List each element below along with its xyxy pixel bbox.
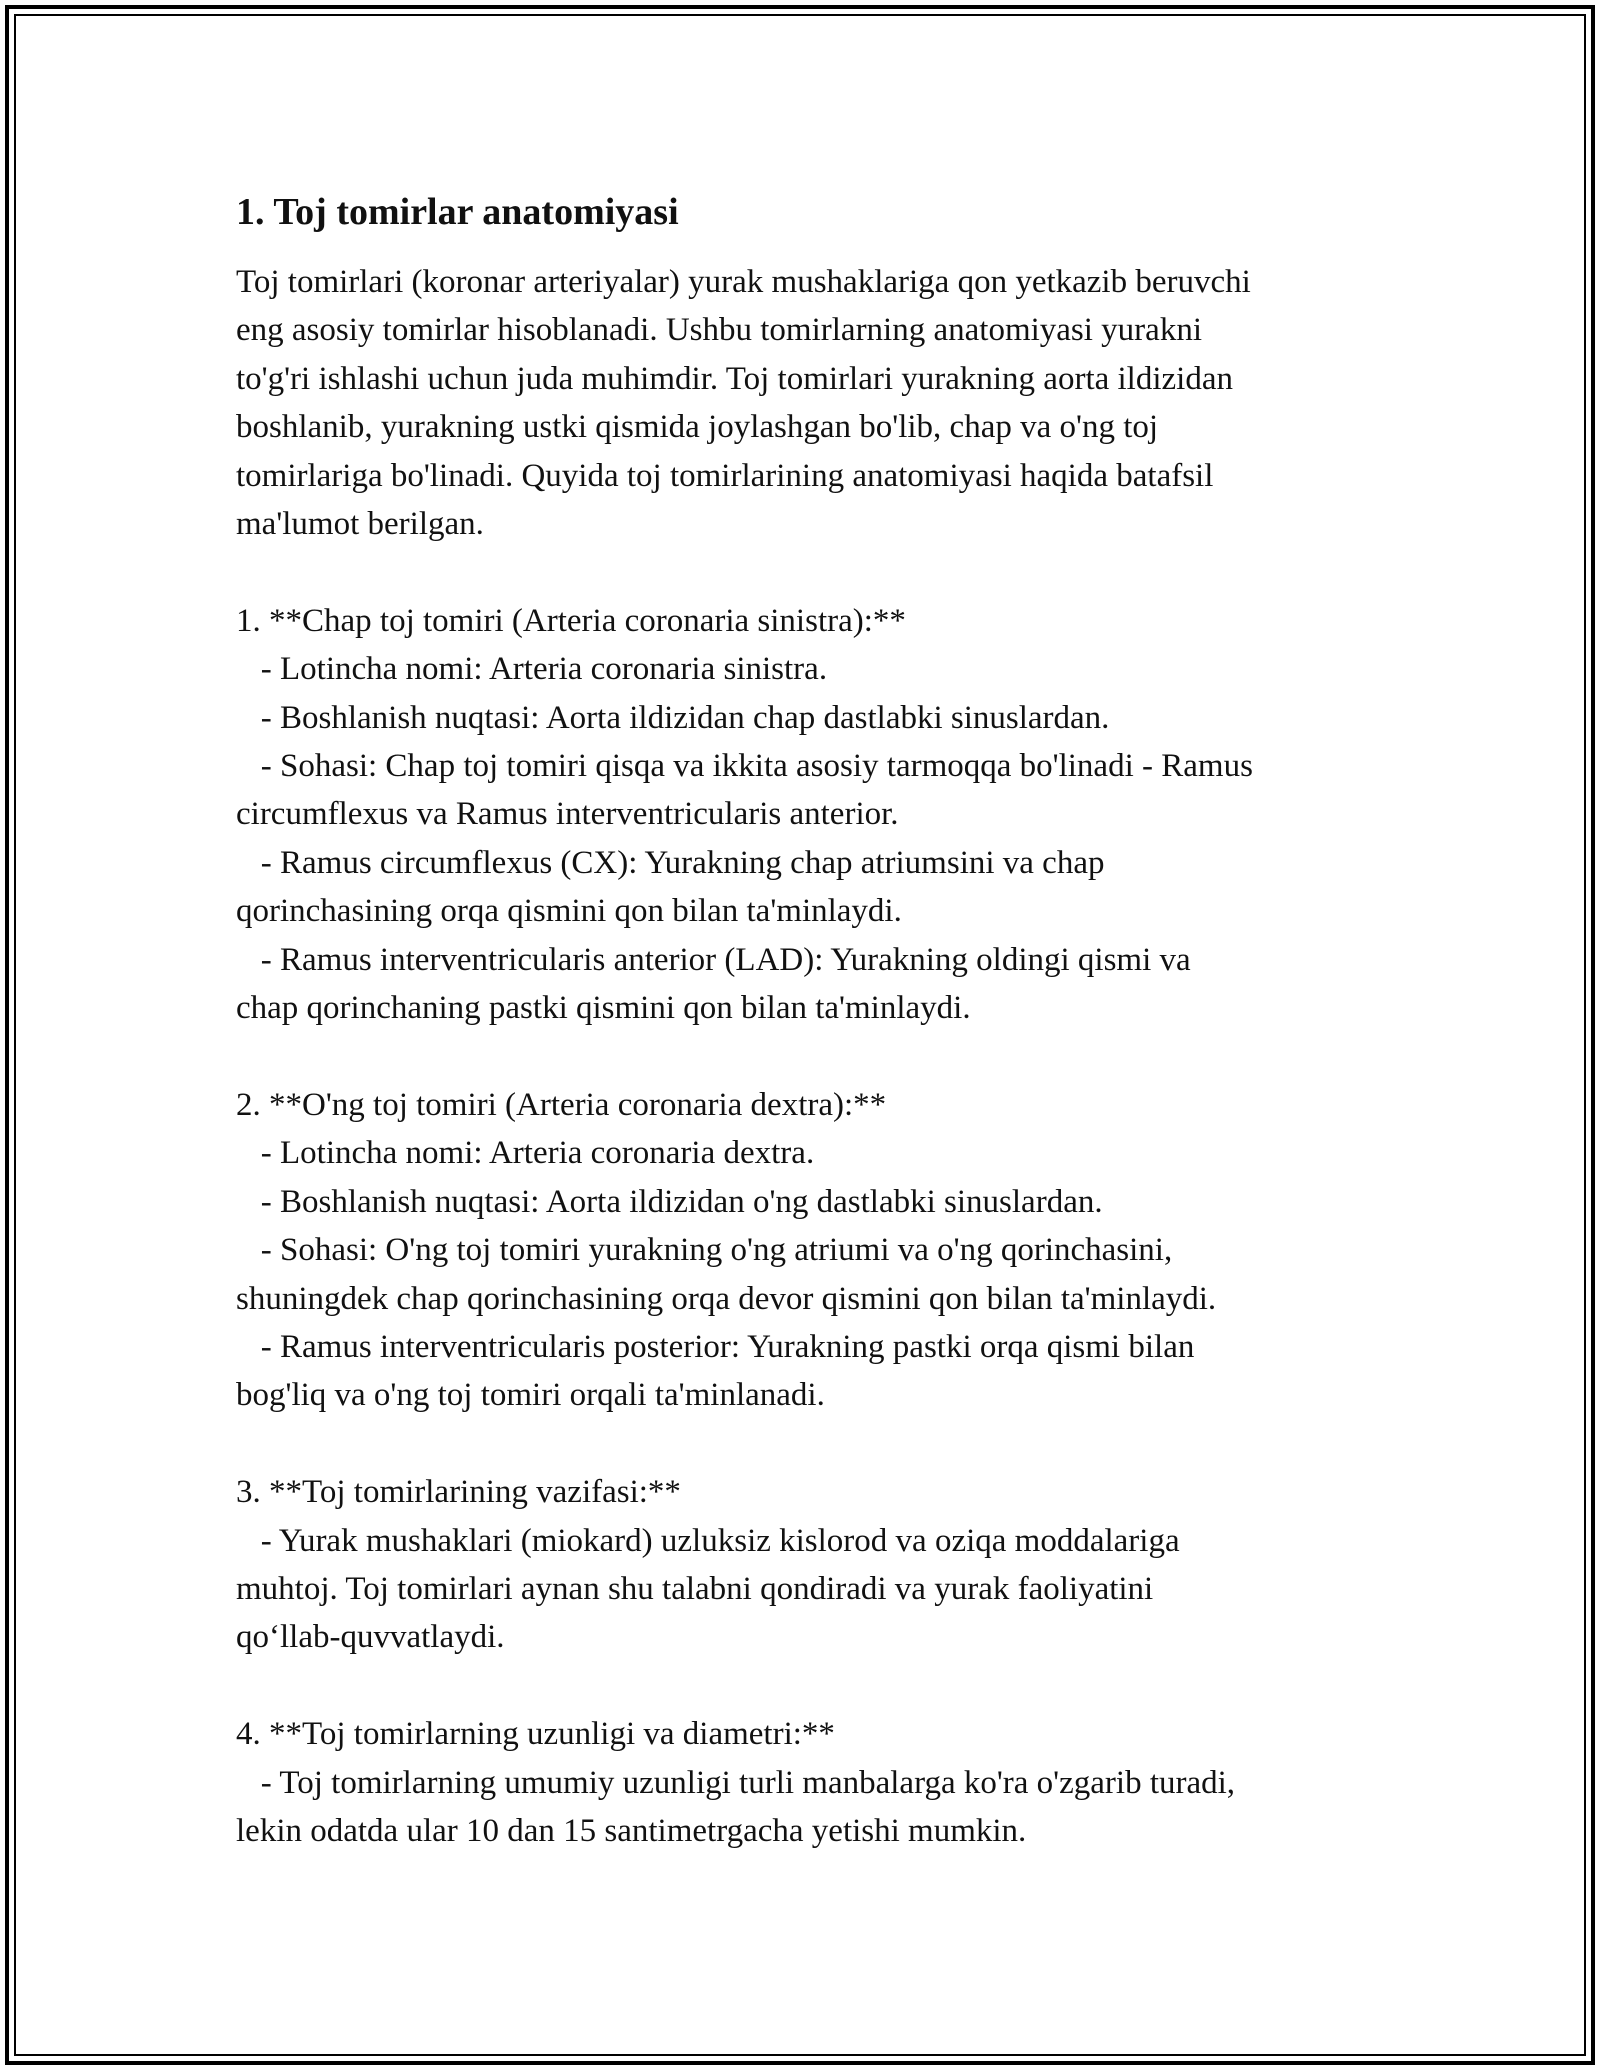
section-left-coronary <box>236 597 1386 1033</box>
text-line: ma'lumot berilgan. <box>236 506 484 543</box>
text-line: qorinchasining orqa qismini qon bilan ta'minlaydi. <box>236 893 902 930</box>
paragraph-gap <box>236 548 1386 596</box>
text-line: circumflexus va Ramus interventricularis anterior. <box>236 796 899 833</box>
text-line: - Boshlanish nuqtasi: Aorta ildizidan chap dastlabki sinuslardan. <box>236 699 1110 736</box>
text-line: - Ramus interventricularis anterior (LAD): Yurakning oldingi qismi va <box>236 941 1191 978</box>
intro-paragraph <box>236 258 1386 548</box>
document-body <box>236 188 1386 1855</box>
text-line: chap qorinchaning pastki qismini qon bilan ta'minlaydi. <box>236 990 971 1027</box>
text-line: lekin odatda ular 10 dan 15 santimetrgacha yetishi mumkin. <box>236 1812 1027 1849</box>
text-line: - Boshlanish nuqtasi: Aorta ildizidan o'ng dastlabki sinuslardan. <box>236 1183 1103 1220</box>
section-length-diameter <box>236 1710 1386 1855</box>
text-line: eng asosiy tomirlar hisoblanadi. Ushbu tomirlarning anatomiyasi yurakni <box>236 312 1202 349</box>
text-line: qo‘llab-quvvatlaydi. <box>236 1619 505 1656</box>
text-line: - Lotincha nomi: Arteria coronaria sinistra. <box>236 651 828 688</box>
section-function <box>236 1468 1386 1662</box>
text-line: - Toj tomirlarning umumiy uzunligi turli manbalarga ko'ra o'zgarib turadi, <box>236 1764 1236 1801</box>
section-heading: 1. **Chap toj tomiri (Arteria coronaria sinistra):** <box>236 602 906 639</box>
section-heading: 4. **Toj tomirlarning uzunligi va diametri:** <box>236 1716 835 1753</box>
paragraph-gap <box>236 1032 1386 1080</box>
text-line: - Ramus circumflexus (CX): Yurakning chap atriumsini va chap <box>236 844 1105 881</box>
text-line: - Yurak mushaklari (miokard) uzluksiz kislorod va oziqa moddalariga <box>236 1522 1180 1559</box>
section-heading: 2. **O'ng toj tomiri (Arteria coronaria dextra):** <box>236 1086 887 1123</box>
text-line: bog'liq va o'ng toj tomiri orqali ta'minlanadi. <box>236 1377 825 1414</box>
section-heading: 3. **Toj tomirlarining vazifasi:** <box>236 1474 681 1511</box>
paragraph-gap <box>236 1662 1386 1710</box>
text-line: boshlanib, yurakning ustki qismida joylashgan bo'lib, chap va o'ng toj <box>236 409 1159 446</box>
text-line: - Ramus interventricularis posterior: Yurakning pastki orqa qismi bilan <box>236 1328 1195 1365</box>
text-line: to'g'ri ishlashi uchun juda muhimdir. Toj tomirlari yurakning aorta ildizidan <box>236 360 1233 397</box>
text-line: Toj tomirlari (koronar arteriyalar) yurak mushaklariga qon yetkazib beruvchi <box>236 264 1251 300</box>
text-line: - Sohasi: Chap toj tomiri qisqa va ikkita asosiy tarmoqqa bo'linadi - Ramus <box>236 748 1253 785</box>
paragraph-gap <box>236 1420 1386 1468</box>
document-title: 1. Toj tomirlar anatomiyasi <box>236 191 679 233</box>
text-line: - Lotincha nomi: Arteria coronaria dextra. <box>236 1135 815 1172</box>
text-line: muhtoj. Toj tomirlari aynan shu talabni qondiradi va yurak faoliyatini <box>236 1570 1154 1607</box>
text-line: tomirlariga bo'linadi. Quyida toj tomirlarining anatomiyasi haqida batafsil <box>236 457 1214 494</box>
text-line: - Sohasi: O'ng toj tomiri yurakning o'ng atriumi va o'ng qorinchasini, <box>236 1232 1173 1269</box>
section-right-coronary <box>236 1081 1386 1420</box>
text-line: shuningdek chap qorinchasining orqa devor qismini qon bilan ta'minlaydi. <box>236 1280 1217 1317</box>
